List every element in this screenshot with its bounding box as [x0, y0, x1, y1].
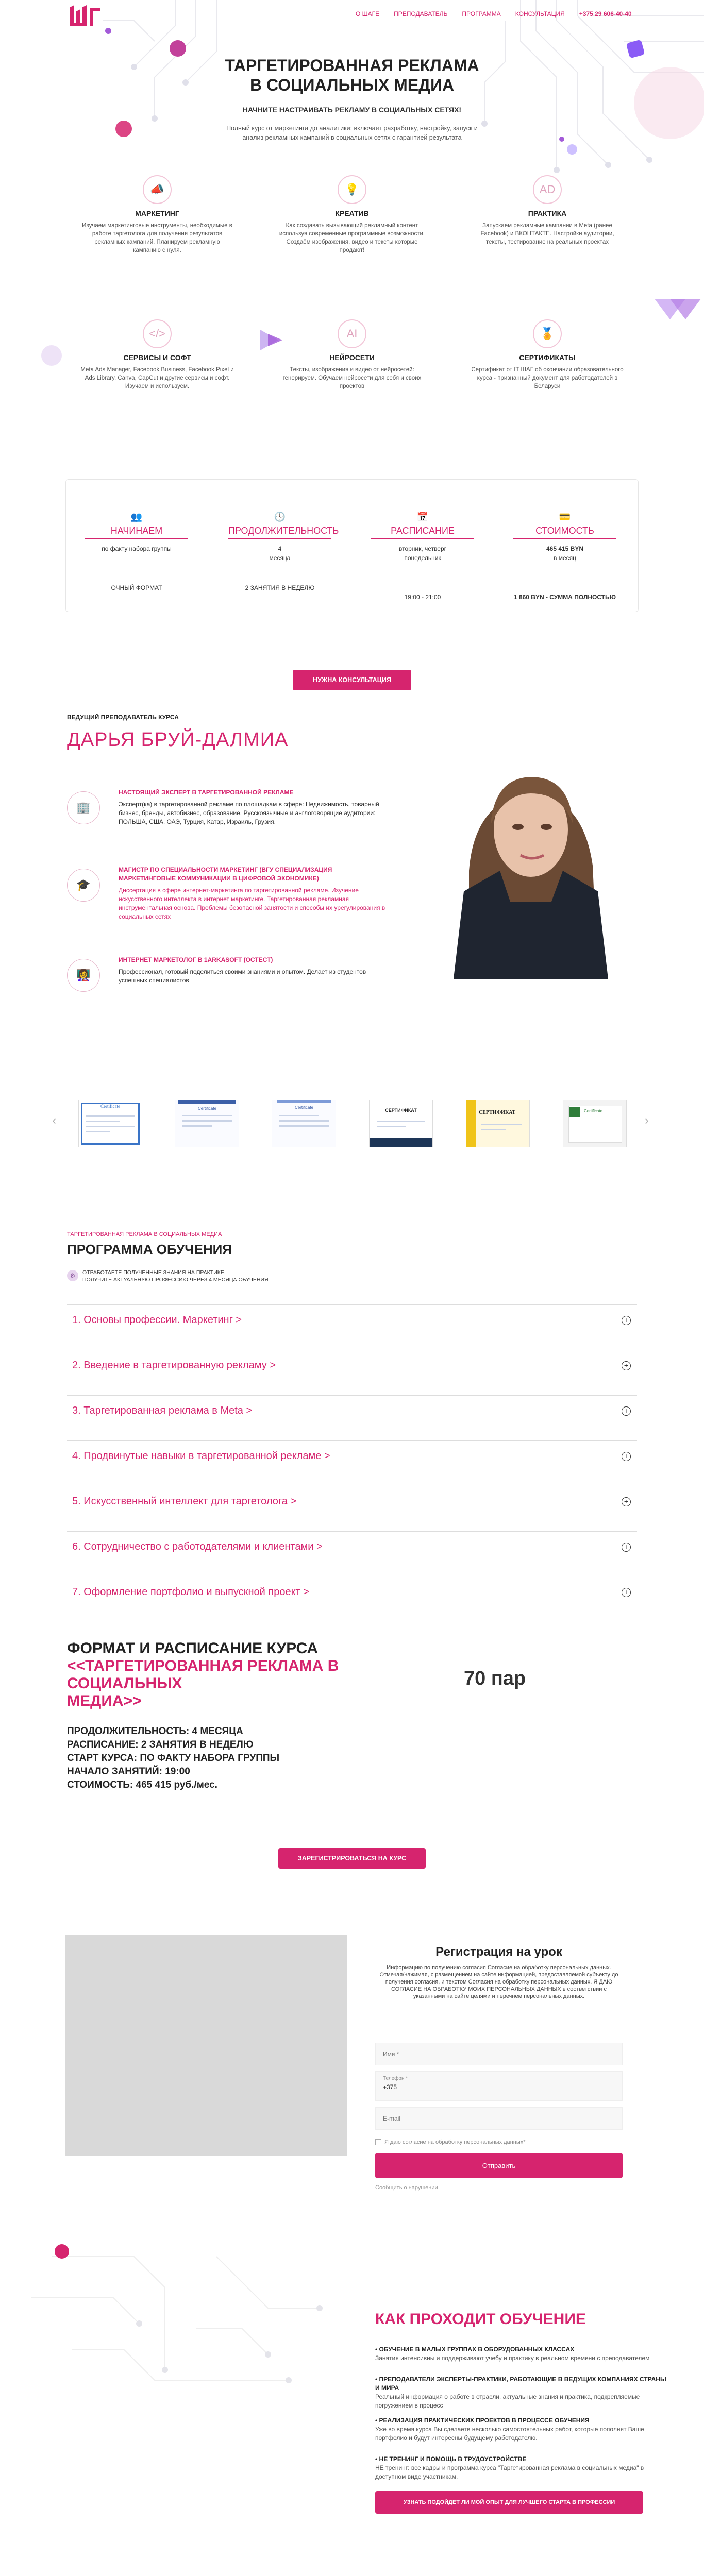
- format-pairs: 70 пар: [464, 1668, 526, 1689]
- certificate-label: Certificate: [197, 1106, 216, 1111]
- certificate-3[interactable]: [272, 1100, 336, 1147]
- info-line: 1 860 BYN - СУММА ПОЛНОСТЬЮ: [513, 594, 616, 601]
- feature-text: Meta Ads Manager, Facebook Business, Facebook Pixel и Ads Library, Canva, CapCut и другие сервисы и софт. Изучаем и используем.: [80, 367, 234, 389]
- how-title: КАК ПРОХОДИТ ОБУЧЕНИЕ: [375, 2311, 586, 2328]
- format-line: НАЧАЛО ЗАНЯТИЙ: 19:00: [67, 1766, 190, 1777]
- module-title: 2. Введение в таргетированную рекламу >: [72, 1360, 276, 1371]
- program-notes: [82, 1269, 269, 1283]
- feature-title: СЕРТИФИКАТЫ: [519, 353, 576, 362]
- program-module-7[interactable]: [67, 1577, 637, 1606]
- how-item-3: [375, 2416, 669, 2443]
- teacher-item-marketer: [67, 956, 387, 985]
- feature-text: Как создавать вызывающий рекламный контент используя современные программные возможности. Создаём изображения, видео и тексты которые продают!: [279, 223, 425, 253]
- module-title: 6. Сотрудничество с работодателями и клиентами >: [72, 1541, 323, 1552]
- certificate-label: СЕРТИФИКАТ: [479, 1110, 516, 1115]
- certificate-1[interactable]: [78, 1100, 142, 1147]
- how-item-4: [375, 2455, 669, 2481]
- plus-icon[interactable]: +: [622, 1316, 631, 1325]
- calendar-icon: 📅: [416, 511, 429, 522]
- ai-icon: AI: [338, 319, 366, 348]
- hero-title-line2: В СОЦИАЛЬНЫХ МЕДИА: [249, 76, 455, 94]
- graduation-icon: 🎓: [67, 869, 100, 902]
- program-breadcrumb: ТАРГЕТИРОВАННАЯ РЕКЛАМА В СОЦИАЛЬНЫХ МЕДИА: [67, 1231, 222, 1238]
- teacher-item-text: Профессионал, готовый поделиться своими знаниями и опытом. Делает из студентов успешных специалистов: [119, 968, 366, 984]
- info-line: вторник, четверг: [398, 545, 447, 552]
- info-schedule: [371, 510, 474, 602]
- certificate-6[interactable]: [563, 1100, 627, 1147]
- feature-text: Сертификат от IT ШАГ об окончании образовательного курса - признанный документ для работодателей в Беларуси: [471, 367, 624, 389]
- info-line: по факту набора группы: [102, 545, 172, 552]
- feature-text: Изучаем маркетинговые инструменты, необходимые в работе таргетолога для получения результатов рекламных кампаний. Планируем рекламную кампанию с нуля.: [82, 223, 232, 253]
- certificate-2[interactable]: [175, 1100, 239, 1147]
- gear-icon: ⚙: [67, 1270, 78, 1281]
- nav-program[interactable]: ПРОГРАММА: [462, 10, 501, 18]
- clock-icon: 🕓: [274, 511, 286, 522]
- info-duration: [228, 510, 339, 592]
- program-module-1[interactable]: [67, 1304, 637, 1334]
- ads-icon: AD: [533, 175, 562, 204]
- register-consent-text: Информацию по получению согласия Согласие на обработку персональных данных. Отмечая/нажимая, с размещением на сайте информацией, предоставляемой субъекту до получения согласия, и текстом Согласия на обработку персональных данных. Я ДАЮ СОГЛАСИЕ НА ОБРАБОТКУ МОИХ ПЕРСОНАЛЬНЫХ ДАННЫХ в соответствии с указанными на сайте целями и перечнем персональных данных.: [379, 1964, 618, 1999]
- code-window-icon: </>: [143, 319, 172, 348]
- how-item-text: Занятия интенсивны и поддерживают учебу и практику в реальном времени с преподавателем: [375, 2354, 650, 2362]
- feature-creative: [275, 175, 429, 255]
- program-module-6[interactable]: [67, 1531, 637, 1561]
- feature-text: Запускаем рекламные кампании в Meta (ранее Facebook) и ВКОНТАКТЕ. Настройки аудитории, тексты, тестирование на реальных проектах: [480, 223, 614, 245]
- cert-prev-icon[interactable]: ‹: [52, 1114, 56, 1127]
- plus-icon[interactable]: +: [622, 1543, 631, 1552]
- teacher-photo: [423, 716, 634, 979]
- teacher-item-text: Эксперт(ка) в таргетированной рекламе по площадкам в сфере: Недвижимость, товарный бизнес, бренды, автобизнес, образование. Русскоязычные и англоговорящие аудитории: ПОЛЬША, США, ОАЭ, Турция, Катар, Израиль, Грузия.: [119, 801, 379, 825]
- users-icon: 👥: [130, 511, 143, 522]
- feature-title: СЕРВИСЫ И СОФТ: [123, 353, 191, 362]
- bulb-icon: 💡: [338, 175, 366, 204]
- info-price: [513, 510, 616, 602]
- format-line: ПРОДОЛЖИТЕЛЬНОСТЬ: 4 МЕСЯЦА: [67, 1726, 243, 1737]
- certificate-5[interactable]: [466, 1100, 530, 1147]
- cert-next-icon[interactable]: ›: [645, 1114, 649, 1127]
- info-line: 465 415 BYN: [546, 545, 584, 552]
- info-line: понедельник: [404, 554, 441, 562]
- format-line: РАСПИСАНИЕ: 2 ЗАНЯТИЯ В НЕДЕЛЮ: [67, 1739, 254, 1750]
- teacher-item-title: ИНТЕРНЕТ МАРКЕТОЛОГ В 1ARKASOFT (ОСТЕСТ): [119, 956, 273, 963]
- info-line: ОЧНЫЙ ФОРМАТ: [111, 584, 162, 591]
- how-cta-button[interactable]: УЗНАТЬ ПОДОЙДЕТ ЛИ МОЙ ОПЫТ ДЛЯ ЛУЧШЕГО СТАРТА В ПРОФЕССИИ: [375, 2491, 643, 2514]
- teacher-item-text: Диссертация в сфере интернет-маркетинга по таргетированной рекламе. Изучение искусственного интеллекта в интернет маркетинге. Таргетированная рекламная инструментальная основа. Проблемы безопасной занятости и способы их урегулирования в социальных сетях: [119, 887, 385, 920]
- format-title: [67, 1640, 438, 1710]
- certificate-4[interactable]: [369, 1100, 433, 1147]
- feature-marketing: [80, 175, 234, 255]
- register-name-input[interactable]: [375, 2043, 623, 2065]
- certificate-label: Certificate: [100, 1104, 120, 1109]
- building-icon: 🏢: [67, 791, 100, 824]
- module-title: 1. Основы профессии. Маркетинг >: [72, 1314, 242, 1326]
- nav-teacher[interactable]: ПРЕПОДАВАТЕЛЬ: [394, 10, 448, 18]
- feature-title: МАРКЕТИНГ: [135, 209, 179, 217]
- teacher-name: ДАРЬЯ БРУЙ-ДАЛМИА: [67, 729, 289, 751]
- register-title: Регистрация на урок: [435, 1945, 562, 1959]
- plus-icon[interactable]: +: [622, 1361, 631, 1370]
- top-nav: [356, 10, 632, 18]
- format-title-line: ФОРМАТ И РАСПИСАНИЕ КУРСА: [67, 1640, 319, 1657]
- register-phone-label: Телефон *: [383, 2076, 408, 2081]
- how-item-2: [375, 2375, 669, 2410]
- program-title: ПРОГРАММА ОБУЧЕНИЯ: [67, 1242, 232, 1257]
- info-line: месяца: [269, 554, 291, 562]
- register-course-button[interactable]: ЗАРЕГИСТРИРОВАТЬСЯ НА КУРС: [278, 1848, 426, 1869]
- how-item-text: Уже во время курса Вы сделаете несколько самостоятельных работ, которые пополнят Ваше портфолио и будут интересны будущему работодателю.: [375, 2426, 644, 2442]
- program-module-5[interactable]: [67, 1486, 637, 1516]
- program-module-2[interactable]: [67, 1350, 637, 1380]
- checkbox-icon[interactable]: [375, 2139, 381, 2145]
- feature-certificates: [470, 319, 625, 391]
- register-submit-button[interactable]: Отправить: [375, 2153, 623, 2178]
- checkbox-label: Я даю согласие на обработку персональных данных*: [384, 2139, 526, 2145]
- how-item-title: • РЕАЛИЗАЦИЯ ПРАКТИЧЕСКИХ ПРОЕКТОВ В ПРОЦЕССЕ ОБУЧЕНИЯ: [375, 2417, 590, 2424]
- format-list: [67, 1725, 279, 1792]
- hero-title-line1: ТАРГЕТИРОВАННАЯ РЕКЛАМА: [225, 56, 479, 75]
- hero-subtitle: НАЧНИТЕ НАСТРАИВАТЬ РЕКЛАМУ В СОЦИАЛЬНЫХ СЕТЯХ!: [242, 106, 462, 114]
- hero-title: [0, 56, 704, 95]
- info-label: СТОИМОСТЬ: [513, 526, 616, 539]
- wallet-icon: 💳: [559, 511, 571, 522]
- module-title: 5. Искусственный интеллект для таргетолога >: [72, 1496, 297, 1507]
- logo-mark-icon: [67, 4, 102, 30]
- teacher-tag: ВЕДУЩИЙ ПРЕПОДАВАТЕЛЬ КУРСА: [67, 714, 179, 721]
- plus-icon[interactable]: +: [622, 1588, 631, 1597]
- teacher-item-title: МАГИСТР ПО СПЕЦИАЛЬНОСТИ МАРКЕТИНГ (ВГУ СПЕЦИАЛИЗАЦИЯ МАРКЕТИНГОВЫЕ КОММУНИКАЦИИ В ЦИФРОВОЙ ЭКОНОМИКЕ): [119, 866, 332, 882]
- how-decoration: [0, 2236, 361, 2432]
- hero-description: Полный курс от маркетинга до аналитики: включает разработку, настройку, запуск и анализ рекламных кампаний в социальных сетях с гарантией результата: [226, 125, 478, 141]
- info-line: 19:00 - 21:00: [404, 594, 441, 601]
- how-item-text: Реальный информация о работе в отрасли, актуальные знания и практика, подкрепляемые погружением в процесс: [375, 2393, 640, 2409]
- register-consent-checkbox[interactable]: [375, 2139, 526, 2145]
- info-line: 2 ЗАНЯТИЯ В НЕДЕЛЮ: [245, 584, 315, 591]
- feature-practice: [470, 175, 625, 246]
- program-module-4[interactable]: [67, 1440, 637, 1470]
- how-item-title: • ПРЕПОДАВАТЕЛИ ЭКСПЕРТЫ-ПРАКТИКИ, РАБОТАЮЩИЕ В ВЕДУЩИХ КОМПАНИЯХ СТРАНЫ И МИРА: [375, 2376, 666, 2392]
- how-item-title: • НЕ ТРЕНИНГ И ПОМОЩЬ В ТРУДОУСТРОЙСТВЕ: [375, 2455, 527, 2463]
- logo[interactable]: [67, 4, 102, 30]
- certificate-label: СЕРТИФИКАТ: [385, 1108, 417, 1113]
- how-item-title: • ОБУЧЕНИЕ В МАЛЫХ ГРУППАХ В ОБОРУДОВАННЫХ КЛАССАХ: [375, 2346, 575, 2353]
- teacher-item-master: [67, 866, 387, 921]
- info-label: ПРОДОЛЖИТЕЛЬНОСТЬ: [228, 526, 331, 539]
- format-title-line: МЕДИА>>: [67, 1692, 142, 1709]
- module-title: 3. Таргетированная реклама в Meta >: [72, 1405, 253, 1416]
- info-line: в месяц: [553, 554, 576, 562]
- nav-phone[interactable]: +375 29 606-40-40: [579, 10, 632, 18]
- register-phone-field[interactable]: [375, 2071, 623, 2101]
- info-label: НАЧИНАЕМ: [85, 526, 188, 539]
- feature-title: НЕЙРОСЕТИ: [329, 353, 375, 362]
- nav-about[interactable]: О ШАГЕ: [356, 10, 380, 18]
- certificate-label: Certificate: [294, 1105, 313, 1110]
- feature-services: [80, 319, 234, 391]
- plus-icon[interactable]: +: [622, 1452, 631, 1461]
- instructor-icon: 👩‍🏫: [67, 959, 100, 992]
- program-module-3[interactable]: [67, 1395, 637, 1425]
- register-phone-value: +375: [383, 2083, 397, 2091]
- map-placeholder: [65, 1935, 347, 2156]
- certificate-label: Certificate: [584, 1109, 603, 1113]
- module-title: 4. Продвинутые навыки в таргетированной рекламе >: [72, 1450, 330, 1462]
- feature-neural: [275, 319, 429, 391]
- register-report-link[interactable]: Сообщить о нарушении: [375, 2184, 438, 2191]
- info-line: 4: [278, 545, 282, 552]
- how-item-1: [375, 2345, 669, 2363]
- info-label: РАСПИСАНИЕ: [371, 526, 474, 539]
- teacher-item-expert: [67, 788, 387, 826]
- register-email-input[interactable]: [375, 2107, 623, 2130]
- module-title: 7. Оформление портфолио и выпускной проект >: [72, 1586, 309, 1598]
- feature-title: КРЕАТИВ: [335, 209, 369, 217]
- teacher-item-title: НАСТОЯЩИЙ ЭКСПЕРТ В ТАРГЕТИРОВАННОЙ РЕКЛАМЕ: [119, 789, 294, 796]
- plus-icon[interactable]: +: [622, 1497, 631, 1506]
- medal-icon: 🏅: [533, 319, 562, 348]
- feature-title: ПРАКТИКА: [528, 209, 567, 217]
- format-title-line: <<ТАРГЕТИРОВАННАЯ РЕКЛАМА В СОЦИАЛЬНЫХ: [67, 1657, 339, 1692]
- format-line: СТАРТ КУРСА: ПО ФАКТУ НАБОРА ГРУППЫ: [67, 1753, 280, 1764]
- program-note: ОТРАБОТАЕТЕ ПОЛУЧЕННЫЕ ЗНАНИЯ НА ПРАКТИКЕ.: [82, 1269, 226, 1276]
- consult-button[interactable]: НУЖНА КОНСУЛЬТАЦИЯ: [293, 670, 411, 690]
- format-line: СТОИМОСТЬ: 465 415 руб./мес.: [67, 1780, 217, 1790]
- nav-consult[interactable]: КОНСУЛЬТАЦИЯ: [515, 10, 565, 18]
- how-item-text: НЕ тренинг: все кадры и программа курса "Таргетированная реклама в социальных медиа" в доступном виде участникам.: [375, 2464, 644, 2480]
- program-note: ПОЛУЧИТЕ АКТУАЛЬНУЮ ПРОФЕССИЮ ЧЕРЕЗ 4 МЕСЯЦА ОБУЧЕНИЯ: [82, 1277, 269, 1283]
- plus-icon[interactable]: +: [622, 1406, 631, 1416]
- megaphone-icon: 📣: [143, 175, 172, 204]
- feature-text: Тексты, изображения и видео от нейросетей: генерируем. Обучаем нейросети для себя и своих проектов: [282, 367, 422, 389]
- info-start: [85, 510, 188, 592]
